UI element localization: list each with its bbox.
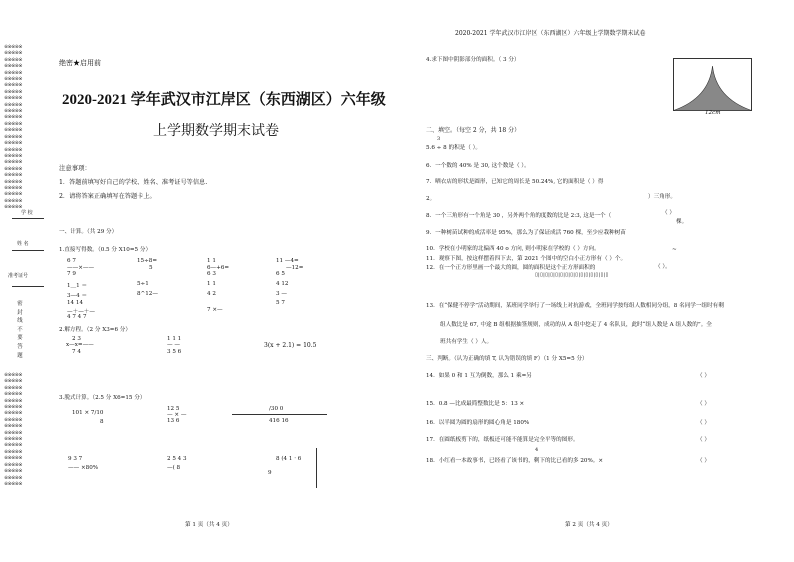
- q1-item: ——×——: [67, 265, 95, 271]
- q9-text: 9．一种树苗试种的成活率是 95%，那么为了保证成活 760 棵，至少应栽种树苗: [426, 230, 626, 236]
- q7-unit: 2。: [426, 196, 436, 202]
- q3-a-line1: 101 × 7/10: [72, 410, 104, 416]
- q3-f-line2: 9: [268, 470, 272, 476]
- q1-item: —＋—＋—: [67, 309, 95, 315]
- title-line1: 2020-2021 学年武汉市江岸区（东西湖区）六年级: [62, 92, 386, 108]
- q11-text: 11．观察下图，按这样摆着四下去，第 2021 个图中的空白小正方形有（ ）个。: [426, 256, 627, 262]
- name-line: [12, 250, 44, 251]
- q2-c: 3(x + 2.1) = 10.5: [264, 342, 317, 349]
- q9-bracket: （ ）: [662, 210, 675, 216]
- q3-f-bracket: [316, 448, 317, 488]
- school-line: [12, 218, 44, 219]
- figure-label: 12cm: [705, 110, 721, 116]
- q17-text: 17．在圆纸板剪下的，纸板还可能不能算是完全平等的图形。: [426, 437, 579, 443]
- exam-no-line: [12, 286, 44, 287]
- notice-title: 注意事项：: [59, 164, 91, 172]
- q15-bracket: （ ）: [697, 401, 710, 407]
- q13-text-3: 班共有学生（ ）人。: [440, 339, 493, 345]
- q3-f-line1: 8 (4 1 · 6: [276, 456, 302, 462]
- q1-item: 6—+6=: [207, 265, 230, 271]
- section2-title: 二、填空。（每空 2 分，共 18 分）: [426, 127, 521, 134]
- notice-1: 1．答题前填写好自己的学校、姓名、准考证号等信息.: [59, 179, 208, 186]
- q16-text: 16．以半圆为圆的扇形的圆心角是 180%: [426, 420, 530, 426]
- q3-a-line2: 8: [100, 419, 104, 425]
- q18-text: 18．小红看一本故事书，已经看了该书的，剩下的比已看的多 20%。×: [426, 458, 604, 464]
- section3-title: 三、判断。（认为正确的填 T, 认为错误的填 F）（1 分 X5=5 分）: [426, 356, 588, 362]
- q2-title: 2.解方程。（2 分 X3=6 分）: [59, 327, 131, 333]
- q12-text: 12．在一个正方形里画一个最大的圆，圆的面积是这个正方形面积的: [426, 265, 596, 271]
- margin-pattern-top: ※※※※※ ※※※※※ ※※※※※ ※※※※※ ※※※※※ ※※※※※ ※※※※※ ※※※※※ ※※※※※ ※※※※※ ※※※※※ ※※※※※ ※※※※※ ※※※※※ ※※※※※ ※※※※※ ※※※※※ ※※※※※ ※※※※※ ※※※※※ ※※※※※ ※※※※※ ※※※※※ ※※※※※ ※※※※※ ※※※※※: [4, 44, 22, 211]
- q15-text: 15．0.8 —比成最简整数比是 5：13 ×: [426, 401, 525, 407]
- q2-a-line2: x—x=——: [66, 342, 94, 348]
- notice-2: 2．请将答案正确填写在答题卡上。: [59, 193, 156, 200]
- q1-item: 14 14: [67, 300, 84, 306]
- q1-item: 7 ×—: [207, 307, 223, 313]
- q1-item: 5÷1: [137, 281, 149, 287]
- footer-left: 第 1 页（共 4 页）: [185, 522, 233, 528]
- q18-bracket: （ ）: [697, 458, 710, 464]
- q3-e-line1: 2 5 4 3: [167, 456, 187, 462]
- q6-text: 6．一个数的 40% 是 30, 这个数是（ ）。: [426, 163, 530, 169]
- q5-fraction: 3: [437, 136, 441, 142]
- margin-pattern-bottom: ※※※※※ ※※※※※ ※※※※※ ※※※※※ ※※※※※ ※※※※※ ※※※※※ ※※※※※ ※※※※※ ※※※※※ ※※※※※ ※※※※※ ※※※※※ ※※※※※ ※※※※※ ※※※※※ ※※※※※ ※※※※※: [4, 372, 22, 487]
- q3-b-line3: 13 6: [167, 418, 180, 424]
- q16-bracket: （ ）: [697, 420, 710, 426]
- q3-c-line1: /30 0: [269, 406, 284, 412]
- q13-text-2: 组人数比是 67, 中途 B 组根据抽签规则，成功的从 A 组中挖走了 4 名队员，此时“组人数是 A 组人数的”。全: [440, 322, 712, 328]
- q1-item: 3 —: [276, 291, 287, 297]
- q9-unit: 棵。: [676, 219, 688, 225]
- exam-no-label: 准考证号: [8, 273, 29, 279]
- q1-item: 6 3: [207, 271, 216, 277]
- q17-bracket: （ ）: [697, 437, 710, 443]
- q11-figure: ▯|▯|▯|▯|▯|▯|▯|▯|▯|▯|▯|▯|▯|▯|▯: [535, 272, 609, 278]
- q3-title: 3.脱式计算。（2.5 分 X6=15 分）: [59, 395, 146, 401]
- q1-item: 1＿1 ＝: [67, 283, 88, 289]
- q2-a-line3: 7 4: [72, 349, 81, 355]
- q2-b-line1: 1 1 1: [167, 336, 182, 342]
- q12-answer: （ ）。: [655, 264, 671, 270]
- q3-c-fraction-line: [232, 414, 327, 415]
- q1-item: 15÷8=: [137, 258, 158, 264]
- q1-item: 6 5: [276, 271, 285, 277]
- seal-text: 密封线不要答题: [17, 301, 23, 359]
- name-label: 姓 名: [17, 241, 29, 247]
- school-label: 学 校: [21, 210, 33, 216]
- q1-title: 1.直接写得数。（0.5 分 X10=5 分）: [59, 247, 152, 253]
- q3-c-line2: 416 16: [269, 418, 289, 424]
- q18-fraction: 4: [535, 447, 539, 453]
- page-header: 2020-2021 学年武汉市江岸区（东西湖区）六年级上学期数学期末试卷: [455, 30, 646, 37]
- footer-right: 第 2 页（共 4 页）: [565, 522, 613, 528]
- q3-b-line2: — × —: [167, 412, 187, 418]
- q1-item: 1 1: [207, 281, 216, 287]
- q8-text: 8．一个三角形有一个角是 30 ，另外两个角的度数的比是 2:3, 这是一个（: [426, 213, 612, 219]
- q3-b-line1: 12 5: [167, 406, 180, 412]
- q1-item: 4 7 4 7: [67, 314, 87, 320]
- q7-text: 7．晒衣店的形状是圆形，已知它的周长是 50.24%, 它的面积是（ ）得: [426, 179, 604, 185]
- q10-mark: ~: [672, 247, 677, 253]
- q1-item: 4 2: [207, 291, 216, 297]
- q1-item: —12=: [286, 265, 304, 271]
- q5-text: 5.6 ÷ 8 的积是（ ）。: [426, 145, 482, 151]
- q4-text: 4.求下图中阴影部分的面积。（ 3 分）: [426, 57, 520, 63]
- q1-item: 8^12—: [137, 291, 158, 297]
- q13-text: 13．在“保健不停学”活动期间，某班同学举行了一场线上对抗游戏，全班同学按每组人数相同分组，8 名同学一组时有剩: [426, 303, 724, 309]
- q1-item: 5 7: [276, 300, 285, 306]
- shadow-figure: [673, 58, 753, 114]
- q2-b-line3: 3 5 6: [167, 349, 182, 355]
- secret-label: 绝密★启用前: [59, 59, 101, 67]
- q14-text: 14．如果 0 和 1 互为倒数，那么 1 乘=另: [426, 373, 532, 379]
- q1-item: 6 7: [67, 258, 76, 264]
- q1-item: 7 9: [67, 271, 76, 277]
- q10-text: 10．学校在小明家的北偏西 40 o 方向, 则小明家在学校的（ ）方向。: [426, 246, 600, 252]
- q2-b-line2: — —: [167, 342, 180, 348]
- q8-answer-end: ）三角形。: [648, 194, 676, 200]
- q3-d-line1: 9 3 7: [68, 456, 83, 462]
- q1-item: 5: [149, 265, 153, 271]
- q1-item: 4 12: [276, 281, 289, 287]
- q14-bracket: （ ）: [697, 373, 710, 379]
- section1-title: 一、计算。（共 29 分）: [59, 229, 118, 235]
- q1-item: 11 —4=: [276, 258, 299, 264]
- q3-e-line2: —( 8: [167, 465, 181, 471]
- q3-d-line2: —— ×80%: [68, 465, 99, 471]
- title-line2: 上学期数学期末试卷: [153, 124, 279, 139]
- q1-item: 3—4 ＝: [67, 293, 88, 299]
- q2-a-line1: 2 3: [72, 336, 81, 342]
- q1-item: 1 1: [207, 258, 216, 264]
